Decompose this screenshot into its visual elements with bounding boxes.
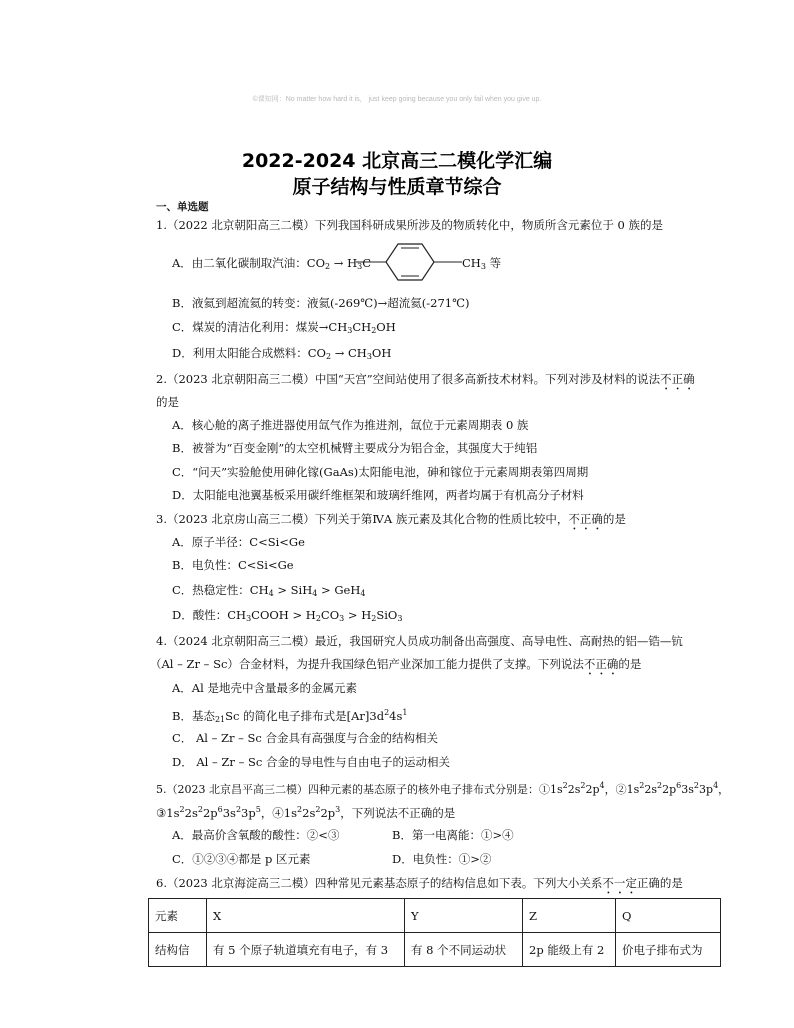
table-cell: Q (616, 899, 721, 933)
question-4-option-b: B．基态$_{21}$Sc 的简化电子排布式是$[Ar]3d^24s^1$ (172, 708, 408, 724)
table-cell: X (207, 899, 405, 933)
table-cell: Y (405, 899, 523, 933)
question-5-option-a: A．最高价含氧酸的酸性：②<③ (172, 828, 340, 842)
question-3-option-c: C．热稳定性：$CH_4 > SiH_4 > GeH_4$ (172, 583, 366, 598)
question-5-option-c: C．①②③④都是 p 区元素 (172, 852, 311, 866)
table-row (149, 933, 721, 967)
question-4-stem: 4.（2024 北京朝阳高三二模）最近，我国研究人员成功制备出高强度、高导电性、高耐热的铝—锆—钪 (156, 634, 683, 648)
question-5-option-d: D．电负性：①>② (392, 852, 492, 866)
table-cell: 2p 能级上有 2 (523, 933, 616, 967)
question-1-option-d: D．利用太阳能合成燃料：$CO_2 \to CH_3OH$ (172, 346, 392, 361)
question-3-option-b: B．电负性：C<Si<Ge (172, 558, 294, 572)
table-cell: 结构信 (149, 933, 207, 967)
table-cell: 有 5 个原子轨道填充有电子，有 3 (207, 933, 405, 967)
question-2-option-b: B．被誉为“百变金刚”的太空机械臂主要成分为铝合金，其强度大于纯铝 (172, 441, 538, 455)
question-1-option-a-tail: $CH_3$ 等 (462, 256, 502, 271)
benzene-ring-icon (356, 240, 466, 284)
question-2-stem: 2.（2023 北京朝阳高三二模）中国“天宫”空间站使用了很多高新技术材料。下列对涉及材料的说法不正确 (156, 372, 695, 386)
question-1-stem: 1.（2022 北京朝阳高三二模）下列我国科研成果所涉及的物质转化中，物质所含元素位于 0 族的是 (156, 218, 664, 232)
table-cell: 价电子排布式为 (616, 933, 721, 967)
section-heading: 一、单选题 (156, 201, 209, 213)
question-4-option-d: D． Al – Zr – Sc 合金的导电性与自由电子的运动相关 (172, 755, 450, 769)
question-1-option-a: A．由二氧化碳制取汽油：$CO_2 \to H_3C$ (172, 256, 372, 271)
question-2-option-a: A．核心舱的离子推进器使用氙气作为推进剂，氙位于元素周期表 0 族 (172, 418, 529, 432)
question-1-option-b: B．液氦到超流氦的转变：液氦(-269℃)→超流氦(-271℃) (172, 296, 470, 310)
page-subtitle: 原子结构与性质章节综合 (292, 176, 502, 198)
element-info-table (148, 898, 721, 967)
question-3-stem: 3.（2023 北京房山高三二模）下列关于第ⅣA 族元素及其化合物的性质比较中，不正确的是 (156, 512, 626, 526)
question-3-option-a: A．原子半径：C<Si<Ge (172, 535, 305, 549)
page-title: 2022-2024 北京高三二模化学汇编 (241, 150, 553, 172)
question-4-option-c: C． Al – Zr – Sc 合金具有高强度与合金的结构相关 (172, 731, 439, 745)
question-4-option-a: A．Al 是地壳中含量最多的金属元素 (172, 681, 357, 695)
question-1-option-c: C．煤炭的清洁化利用：煤炭$\to CH_3CH_2OH$ (172, 320, 396, 335)
table-cell: 有 8 个不同运动状 (405, 933, 523, 967)
question-3-option-d: D．酸性：$CH_3COOH > H_2CO_3 > H_2SiO_3$ (172, 608, 403, 623)
question-6-stem: 6.（2023 北京海淀高三二模）四种常见元素基态原子的结构信息如下表。下列大小关系不一定正确的是 (156, 876, 683, 890)
table-cell: 元素 (149, 899, 207, 933)
table-cell: Z (523, 899, 616, 933)
question-5-option-b: B．第一电离能：①>④ (392, 828, 514, 842)
question-5-stem-cont: $③1s^22s^22p^63s^23p^5$，$④1s^22s^22p^3$，下列说法不正确的是 (156, 805, 456, 820)
question-2-stem-cont: 的是 (156, 395, 179, 409)
table-header-row (149, 899, 721, 933)
question-5-stem: 5.（2023 北京昌平高三二模）四种元素的基态原子的核外电子排布式分别是：$①1s^22s^22p^4$，$②1s^22s^22p^63s^23p^4$， (156, 781, 730, 796)
question-4-stem-cont: （Al – Zr – Sc）合金材料，为提升我国绿色铝产业深加工能力提供了支撑。下列说法不正确的是 (150, 657, 642, 671)
question-2-option-d: D．太阳能电池翼基板采用碳纤维框架和玻璃纤维网，两者均属于有机高分子材料 (172, 488, 584, 502)
question-2-option-c: C．“问天”实验舱使用砷化镓(GaAs)太阳能电池，砷和镓位于元素周期表第四周期 (172, 465, 589, 479)
watermark: ©课知网：No matter how hard it is， just keep going because you only fail when you give up. (252, 96, 542, 103)
